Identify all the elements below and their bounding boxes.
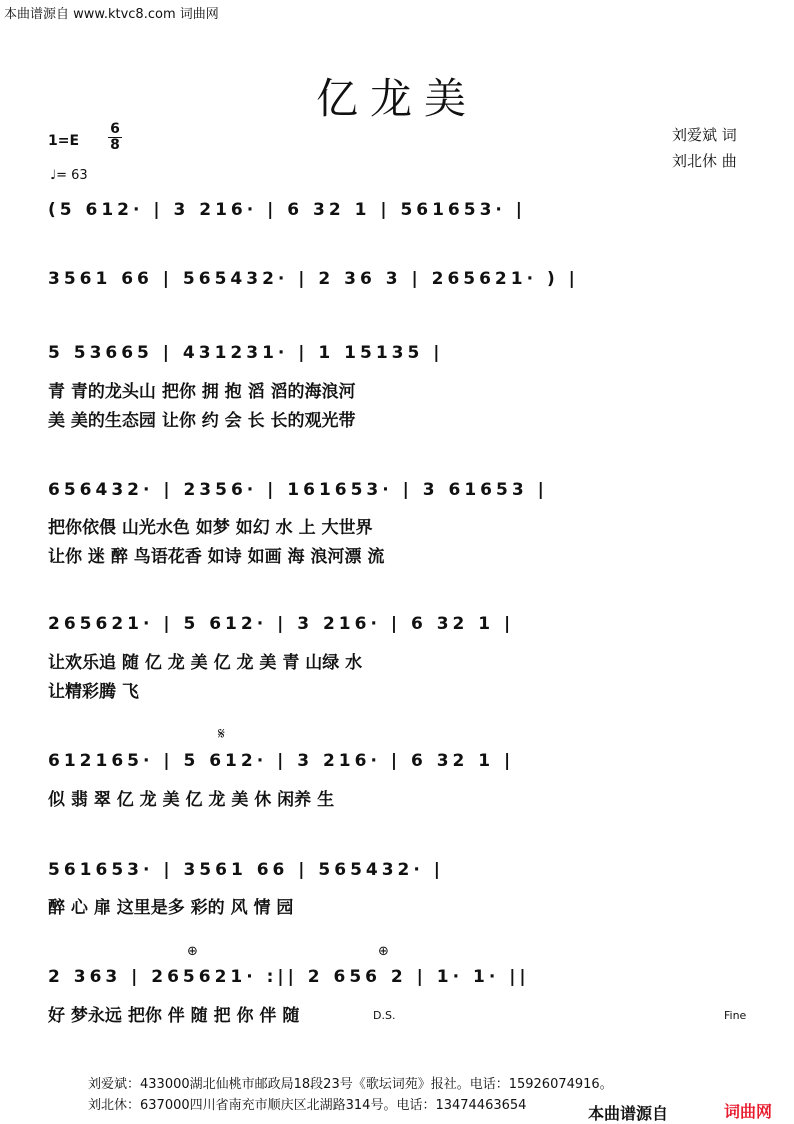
ds-mark: D.S. [373,1009,396,1022]
segno-icon: 𝄋 [218,724,225,743]
brand-text: 本曲谱源自 [588,1104,669,1123]
time-bottom: 8 [110,137,120,153]
fine-mark: Fine [724,1009,747,1022]
lyrics-3a: 青 青的龙头山 把你 拥 抱 滔 滔的海浪河 [48,382,356,402]
lyrics-5b: 让精彩腾 飞 [48,682,139,702]
lyrics-4a: 把你依偎 山光水色 如梦 如幻 水 上 大世界 [48,518,373,538]
lyrics-4b: 让你 迷 醉 鸟语花香 如诗 如画 海 浪河漂 流 [48,547,385,567]
brand-logo: 词曲网 [724,1102,773,1121]
coda-icon: ⊕ [187,944,198,959]
header-source: 本曲谱源自 www.ktvc8.com 词曲网 [4,7,219,22]
lyrics-8a: 好 梦永远 把你 伴 随 把 你 伴 随 [48,1006,300,1026]
notation-line-1: (5 612· | 3 216· | 6 32 1 | 561653· | [48,200,526,220]
notation-line-5: 265621· | 5 612· | 3 216· | 6 32 1 | [48,614,515,634]
notation-line-7: 561653· | 3561 66 | 565432· | [48,860,444,880]
composer-credit: 刘北休 曲 [672,152,737,170]
song-title: 亿龙美 [315,74,478,123]
notation-line-4: 656432· | 2356· | 161653· | 3 61653 | [48,480,548,500]
lyricist-credit: 刘爱斌 词 [672,126,737,144]
notation-line-3: 5 53665 | 431231· | 1 15135 | [48,343,444,363]
time-signature [108,122,122,153]
notation-line-6: 612165· | 5 612· | 3 216· | 6 32 1 | [48,751,515,771]
time-top: 6 [110,121,120,137]
notation-line-8: 2 363 | 265621· :|| 2 656 2 | 1· 1· || [48,967,530,987]
lyrics-7a: 醉 心 扉 这里是多 彩的 风 情 园 [48,898,294,918]
key-signature: 1=E [48,133,80,149]
footer-contact-1: 刘爱斌：433000湖北仙桃市邮政局18段23号《歌坛词苑》报社。电话：15926074916。 [88,1077,613,1092]
lyrics-6a: 似 翡 翠 亿 龙 美 亿 龙 美 休 闲养 生 [48,790,335,810]
footer-contact-2: 刘北休：637000四川省南充市顺庆区北湖路314号。电话：13474463654 [88,1098,527,1113]
notation-line-2: 3561 66 | 565432· | 2 36 3 | 265621· ) | [48,269,579,289]
coda-icon-2: ⊕ [378,944,389,959]
lyrics-5a: 让欢乐追 随 亿 龙 美 亿 龙 美 青 山绿 水 [48,653,363,673]
lyrics-3b: 美 美的生态园 让你 约 会 长 长的观光带 [48,411,356,431]
tempo-mark: ♩= 63 [50,168,88,183]
